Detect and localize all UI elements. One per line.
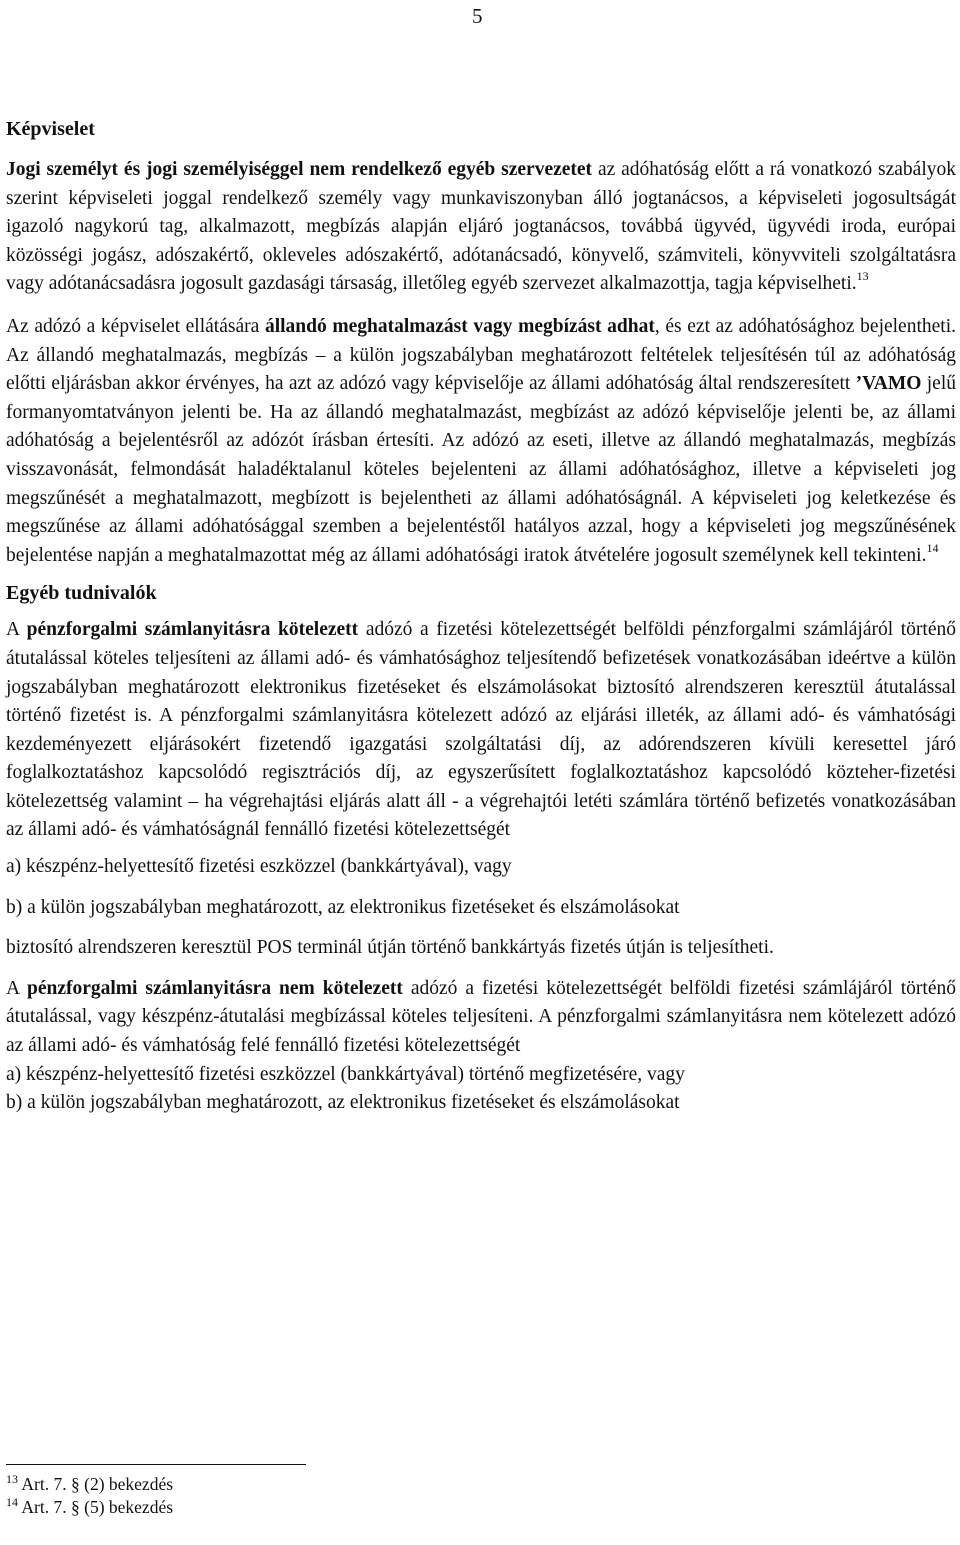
paragraph-representation-entities <box>6 156 956 299</box>
section-heading-kepviselet: Képviselet <box>6 118 95 140</box>
paragraph-text: adózó a fizetési kötelezettségét belföldi fizetési számlájáról történő átutalással, vagy készpénz-átutalási megbízással köteles teljesíteni. A pénzforgalmi számlanyitásra nem kötelezett adózó az állami adó- és vámhatóság felé fennálló fizetési kötelezettségét <box>6 977 956 1057</box>
section-heading-egyeb-tudnivalok: Egyéb tudnivalók <box>6 582 157 605</box>
bold-phrase: állandó meghatalmazást vagy megbízást adhat <box>264 315 655 337</box>
footnote-14 <box>6 1496 406 1519</box>
bold-form-code: ’VAMO <box>855 373 922 395</box>
list-item-a-2: a) készpénz-helyettesítő fizetési eszközzel (bankkártyával) történő megfizetésére, vagy <box>6 1063 685 1085</box>
footnote-text: Art. 7. § (5) bekezdés <box>18 1497 174 1517</box>
paragraph-text: A <box>6 977 27 999</box>
footnote-text: Art. 7. § (2) bekezdés <box>18 1474 174 1494</box>
paragraph-text: adózó a fizetési kötelezettségét belföldi pénzforgalmi számlájáról történő átutalással köteles teljesíteni az állami adó- és vámhatósághoz teljesítendő befizetések vonatkozásában ideértve a külön jogszabályban meghatározott elektronikus fizetéseket és elszámolásokat biztosító alrendszeren keresztül átutalással történő fizetést is. A pénzforgalmi számlanyitásra kötelezett adózó az eljárási illeték, az állami adó- és vámhatósági kezdeményezett eljárásokért fizetendő igazgatási szolgáltatási díj, az adórendszeren kívüli keresettel járó foglalkoztatáshoz kapcsolódó regisztrációs díj, az egyszerűsített foglalkoztatáshoz kapcsolódó közteher-fizetési kötelezettség valamint – ha végrehajtási eljárás alatt áll - a végrehajtói letéti számlára történő befizetés vonatkozásában az állami adó- és vámhatóságnál fennálló fizetési kötelezettségét <box>6 619 957 841</box>
footnote-divider <box>6 1464 306 1465</box>
paragraph-text: az adóhatóság előtt a rá vonatkozó szabályok szerint képviseleti joggal rendelkező személy vagy munkaviszonyban álló jogtanácsos, a képviseleti jogosultságát igazoló nagykorú tag, alkalmazott, megbízás alapján eljáró jogtanácsos, továbbá ügyvéd, ügyvédi iroda, európai közösségi jogász, adószakértő, okleveles adószakértő, adótanácsadó, könyvelő, számviteli, könyvviteli szolgáltatásra vagy adótanácsadásra jogosult gazdasági társaság, illetőleg egyéb szervezet alkalmazottja, tagja képviselheti. <box>6 159 956 295</box>
paragraph-text: Az adózó a képviselet ellátására <box>6 315 265 337</box>
paragraph-permanent-authorization <box>6 313 956 570</box>
list-item-b: b) a külön jogszabályban meghatározott, az elektronikus fizetéseket és elszámolásokat <box>6 896 680 918</box>
bold-phrase: Jogi személyt és jogi személyiséggel nem rendelkező egyéb szervezetet <box>6 159 593 180</box>
paragraph-pos-terminal: biztosító alrendszeren keresztül POS terminál útján történő bankkártyás fizetés útján is teljesítheti. <box>6 937 774 959</box>
paragraph-text: A <box>6 619 27 641</box>
list-item-b-2: b) a külön jogszabályban meghatározott, az elektronikus fizetéseket és elszámolásokat <box>6 1092 680 1114</box>
page-number: 5 <box>472 4 483 28</box>
footnote-number: 14 <box>6 1495 18 1509</box>
footnotes <box>6 1464 406 1519</box>
footnote-13 <box>6 1473 406 1496</box>
bold-phrase: pénzforgalmi számlanyitásra nem kötelezett <box>26 977 403 999</box>
list-item-a: a) készpénz-helyettesítő fizetési eszközzel (bankkártyával), vagy <box>6 856 512 878</box>
footnote-ref-13[interactable]: 13 <box>856 269 869 284</box>
paragraph-text: jelű formanyomtatványon jelenti be. Ha az állandó meghatalmazást, megbízást az adózó képviselője jelenti be, az állami adóhatóság a bejelentésről az adózót írásban értesíti. Az adózó az eseti, illetve az állandó meghatalmazás, megbízás visszavonását, felmondását haladéktalanul köteles bejelenteni az állami adóhatósághoz, illetve a képviseleti jog megszűnését a meghatalmazott, megbízott is bejelentheti az állami adóhatóságnál. A képviseleti jog keletkezése és megszűnése az állami adóhatósággal szemben a bejelentéstől hatályos azzal, hogy a képviseleti jog megszűnésének bejelentése napján a meghatalmazottat még az állami adóhatósági iratok átvételére jogosult személynek kell tekinteni. <box>6 373 956 566</box>
paragraph-mandatory-account <box>6 616 956 845</box>
paragraph-text: , és ezt az adóhatósághoz bejelentheti. Az állandó meghatalmazás, megbízás – a külön jogszabályban meghatározott feltételek teljesítésén túl az adóhatóság előtti eljárásban akkor érvényes, ha azt az adózó vagy képviselője az állami adóhatóság által rendszeresített <box>6 315 956 395</box>
page-content <box>6 114 956 1118</box>
bold-phrase: pénzforgalmi számlanyitásra kötelezett <box>26 619 359 641</box>
paragraph-non-mandatory-account <box>6 975 956 1061</box>
footnote-number: 13 <box>6 1472 18 1486</box>
footnote-ref-14[interactable]: 14 <box>926 540 939 555</box>
